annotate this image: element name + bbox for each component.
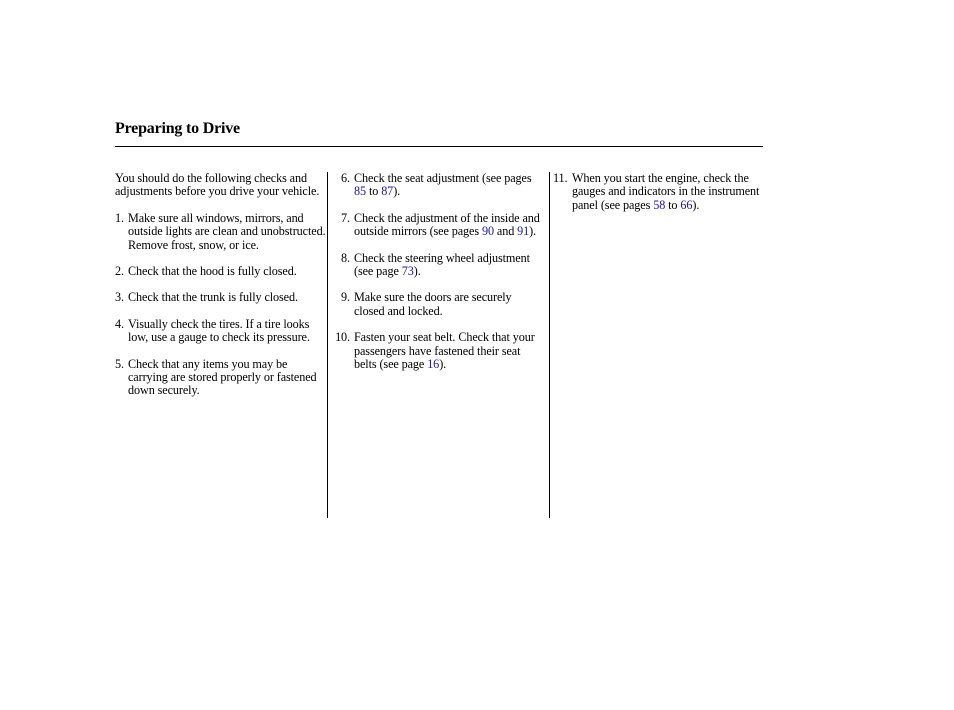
column-divider-1 — [327, 172, 328, 518]
item-text-part: ). — [439, 357, 447, 372]
item-text-part: Check the adjustment of the inside and outside mirrors (see pages — [354, 210, 540, 239]
item-text: Make sure the doors are securely closed and locked. — [354, 290, 512, 318]
checklist-item-11 — [553, 172, 763, 212]
column-divider-2 — [549, 172, 550, 518]
item-number: 5. — [115, 356, 124, 371]
item-text — [350, 252, 545, 279]
item-text-part: to — [366, 184, 382, 199]
item-number: 1. — [115, 210, 124, 225]
item-text: Visually check the tires. If a tire looks low, use a gauge to check its pressure. — [128, 316, 310, 345]
page-link-90[interactable]: 90 — [481, 224, 494, 239]
checklist-item-10 — [331, 331, 545, 371]
page-link-73[interactable]: 73 — [401, 264, 414, 279]
page-link-91[interactable]: 91 — [517, 224, 530, 239]
checklist-item-3 — [115, 291, 327, 304]
item-text-part: When you start the engine, check the gauges and indicators in the instrument panel (see pages — [572, 171, 760, 212]
checklist-item-7 — [331, 212, 545, 239]
item-text-part: ). — [413, 264, 421, 279]
item-text: Check that the trunk is fully closed. — [128, 290, 298, 305]
item-number: 8. — [341, 250, 350, 265]
checklist-item-1 — [115, 212, 327, 252]
item-number: 10. — [335, 330, 350, 345]
page-link-16[interactable]: 16 — [427, 357, 440, 372]
intro-text: You should do the following checks and adjustments before you drive your vehicle. — [115, 171, 320, 199]
item-text: Make sure all windows, mirrors, and outside lights are clean and unobstructed. Remove frost, snow, or ice. — [128, 210, 326, 252]
checklist-item-2 — [115, 265, 327, 278]
column-1 — [115, 172, 327, 411]
item-number: 11. — [553, 171, 568, 185]
page-link-66[interactable]: 66 — [680, 197, 693, 212]
item-text-part: and — [493, 224, 518, 239]
item-number: 4. — [115, 316, 124, 331]
checklist-item-4 — [115, 318, 327, 345]
checklist-item-9 — [331, 291, 545, 318]
item-text-part: Fasten your seat belt. Check that your passengers have fastened their seat belts (see page — [354, 330, 535, 372]
item-number: 7. — [341, 210, 350, 225]
column-2 — [331, 172, 545, 384]
page-link-58[interactable]: 58 — [653, 197, 666, 212]
title-rule — [115, 146, 763, 147]
item-number: 6. — [341, 171, 350, 185]
item-text-part: ). — [529, 224, 537, 239]
item-text: Check that the hood is fully closed. — [128, 264, 297, 279]
page-link-85[interactable]: 85 — [354, 184, 366, 199]
checklist-item-8 — [331, 252, 545, 279]
item-number: 2. — [115, 264, 124, 279]
column-3 — [553, 172, 763, 225]
item-text — [350, 331, 545, 371]
item-text-part: to — [665, 197, 681, 212]
checklist-item-5 — [115, 358, 327, 398]
item-text: Check that any items you may be carrying are stored properly or fastened down securely. — [128, 356, 317, 398]
checklist-item-6 — [331, 172, 545, 199]
item-text-part: Check the seat adjustment (see pages — [354, 171, 532, 185]
item-number: 9. — [341, 290, 350, 305]
item-text-part: ). — [393, 184, 401, 199]
item-text-part: Check the steering wheel adjustment (see page — [354, 250, 530, 279]
item-text — [350, 212, 545, 239]
page-title: Preparing to Drive — [115, 120, 240, 137]
page-link-87[interactable]: 87 — [381, 184, 394, 199]
item-text — [572, 172, 763, 212]
item-number: 3. — [115, 290, 124, 305]
item-text-part: ). — [692, 197, 700, 212]
item-text — [350, 172, 545, 199]
